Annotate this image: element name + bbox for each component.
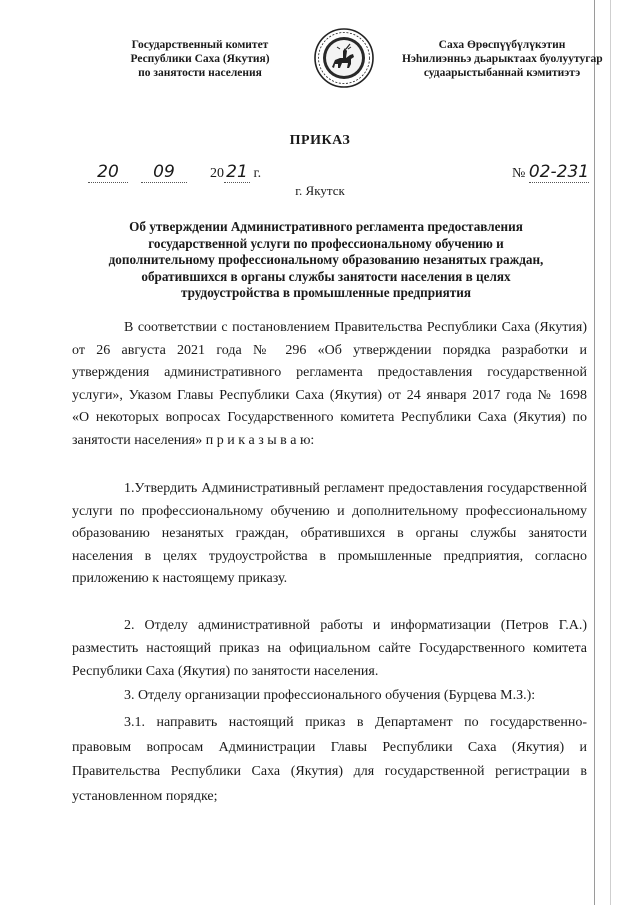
paragraph-line: «О некоторых вопросах Государственного комитета Республики Саха (Якутия) по	[72, 410, 587, 425]
paragraph-line: 1.Утвердить Административный регламент предоставления государственной	[124, 481, 587, 496]
paragraph-line: образованию незанятых граждан, обратившихся в органы службы занятости	[72, 526, 587, 541]
document-subject	[66, 219, 586, 302]
header-left-line: по занятости населения	[138, 67, 262, 79]
subject-line: дополнительному профессиональному образованию незанятых граждан,	[108, 252, 544, 267]
order-item-3-1	[72, 711, 587, 809]
order-item-2	[72, 614, 587, 683]
header-left-org-name	[100, 38, 300, 80]
header-left-line: Республики Саха (Якутия)	[130, 53, 270, 65]
header-left-line: Государственный комитет	[131, 39, 269, 51]
paragraph-line: утверждения административного регламента предоставления государственной	[72, 365, 587, 380]
number-value: 02-231	[528, 162, 590, 182]
order-item-1	[72, 478, 587, 591]
date-suffix: г.	[253, 166, 262, 181]
subject-line: государственной услуги по профессиональному обучению и	[148, 235, 504, 251]
header-right-line: судаарыстыбаннай кэмитиэтэ	[423, 67, 581, 79]
subject-line: трудоустройства в промышленные предприятия	[180, 285, 472, 300]
document-number	[512, 162, 589, 182]
header-right-line: Саха Өрөспүүбүлүкэтин	[438, 39, 566, 51]
document-date	[88, 162, 261, 183]
preamble-paragraph	[72, 317, 587, 452]
paragraph-line: установленном порядке;	[72, 788, 218, 804]
paragraph-line: Республики Саха (Якутия) по занятости населения.	[72, 664, 379, 679]
date-year-prefix: 20	[210, 166, 224, 181]
number-prefix: №	[512, 166, 526, 181]
document-title: ПРИКАЗ	[289, 133, 351, 148]
sakha-republic-emblem-icon	[313, 27, 375, 89]
date-month: 09	[141, 162, 187, 183]
paragraph-line: услуги по профессиональному обучению и дополнительному профессиональному	[72, 503, 587, 519]
paragraph-line: занятости населения» п р и к а з ы в а ю:	[72, 432, 315, 448]
paragraph-line: разместить настоящий приказ на официальном сайте Государственного комитета	[72, 641, 587, 656]
paragraph-line: Правительства Республики Саха (Якутия) для государственной регистрации в	[72, 764, 587, 779]
paragraph-line: В соответствии с постановлением Правительства Республики Саха (Якутия)	[124, 320, 587, 335]
document-city: г. Якутск	[295, 183, 345, 198]
subject-line: обратившихся в органы службы занятости населения в целях	[141, 268, 511, 284]
header-right-line: Нэһилиэнньэ дьарыктаах буолуутугар	[402, 53, 603, 65]
paragraph-line: правовым вопросам Администрации Главы Республики Саха (Якутия) и	[72, 739, 587, 755]
paragraph-line: от 26 августа 2021 года № 296 «Об утверждении порядка разработки и	[72, 342, 587, 358]
paragraph-line: 3.1. направить настоящий приказ в Департамент по государственно-	[124, 715, 587, 730]
date-year-suffix: 21	[224, 162, 250, 183]
order-item-3	[72, 685, 587, 708]
paragraph-line: 2. Отделу административной работы и информатизации (Петров Г.А.)	[124, 618, 587, 633]
header-right-org-name	[402, 38, 602, 80]
date-day: 20	[88, 162, 128, 183]
paragraph-line: 3. Отделу организации профессионального обучения (Бурцева М.З.):	[124, 688, 536, 703]
subject-line: Об утверждении Административного регламента предоставления	[129, 219, 523, 234]
paragraph-line: приложению к настоящему приказу.	[72, 571, 288, 586]
paragraph-line: услуги», Указом Главы Республики Саха (Якутия) от 24 января 2017 года № 1698	[72, 387, 587, 403]
paragraph-line: населения в целях трудоустройства в промышленные предприятия, согласно	[72, 548, 587, 564]
